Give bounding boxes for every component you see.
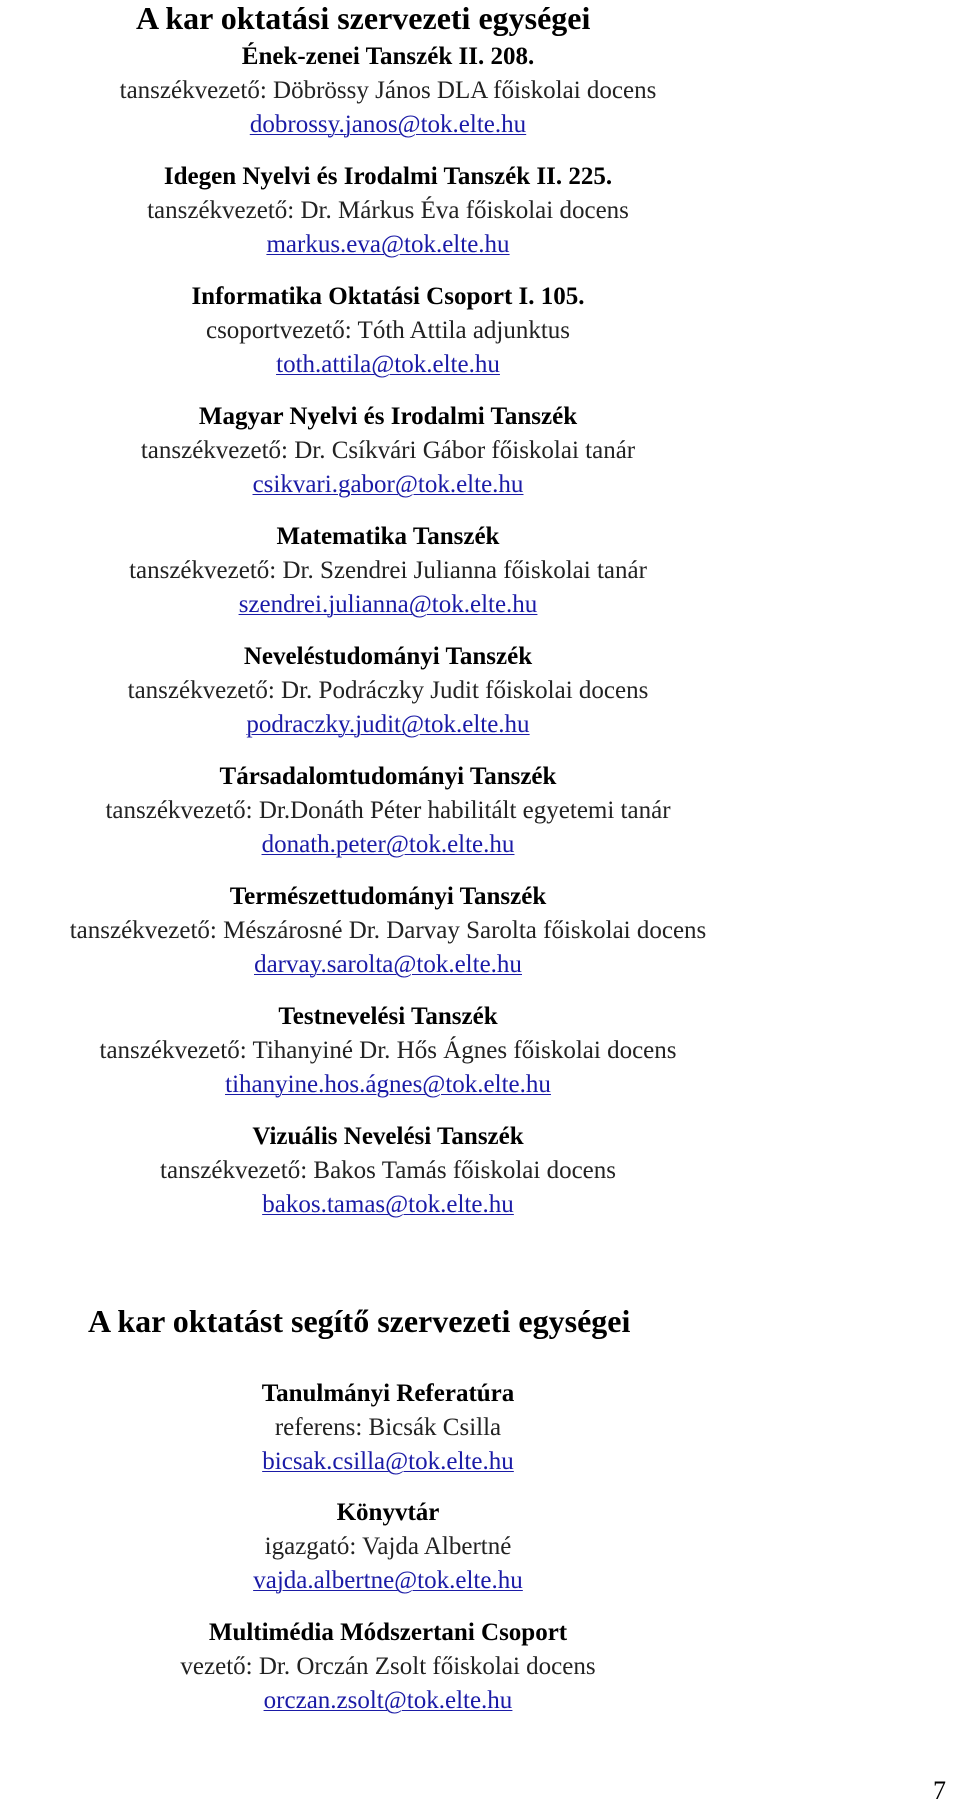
unit-email-link[interactable]: csikvari.gabor@tok.elte.hu [252, 471, 524, 498]
unit-block [0, 640, 776, 742]
unit-block [0, 400, 776, 502]
unit-block [0, 1496, 776, 1598]
unit-name: Matematika Tanszék [276, 523, 500, 550]
unit-head: tanszékvezető: Dr. Podráczky Judit főiskolai docens [127, 677, 649, 704]
unit-head: tanszékvezető: Döbrössy János DLA főiskolai docens [119, 77, 657, 104]
unit-block [0, 160, 776, 262]
unit-block [0, 520, 776, 622]
unit-name: Neveléstudományi Tanszék [243, 643, 533, 670]
unit-head: tanszékvezető: Dr. Márkus Éva főiskolai docens [147, 197, 629, 224]
unit-name: Multimédia Módszertani Csoport [208, 1619, 568, 1646]
unit-email-link[interactable]: podraczky.judit@tok.elte.hu [246, 711, 530, 738]
unit-block [0, 280, 776, 382]
unit-head: tanszékvezető: Dr.Donáth Péter habilitált egyetemi tanár [105, 797, 671, 824]
unit-name: Tanulmányi Referatúra [261, 1380, 515, 1407]
unit-email-link[interactable]: dobrossy.janos@tok.elte.hu [249, 111, 527, 138]
unit-head: tanszékvezető: Mészárosné Dr. Darvay Sarolta főiskolai docens [69, 917, 707, 944]
unit-email-link[interactable]: bicsak.csilla@tok.elte.hu [262, 1448, 514, 1475]
unit-head: tanszékvezető: Bakos Tamás főiskolai docens [160, 1157, 616, 1184]
unit-block [0, 880, 776, 982]
unit-email-link[interactable]: darvay.sarolta@tok.elte.hu [254, 951, 522, 978]
unit-email-link[interactable]: szendrei.julianna@tok.elte.hu [238, 591, 538, 618]
unit-block [0, 1377, 776, 1479]
unit-head: tanszékvezető: Dr. Szendrei Julianna főiskolai tanár [129, 557, 647, 584]
unit-block [0, 40, 776, 142]
unit-head: vezető: Dr. Orczán Zsolt főiskolai docens [180, 1653, 596, 1680]
unit-block [0, 1120, 776, 1222]
unit-email-link[interactable]: toth.attila@tok.elte.hu [276, 351, 500, 378]
unit-head: tanszékvezető: Dr. Csíkvári Gábor főiskolai tanár [140, 437, 636, 464]
unit-email-link[interactable]: markus.eva@tok.elte.hu [266, 231, 510, 258]
unit-head: igazgató: Vajda Albertné [264, 1533, 512, 1560]
unit-name: Természettudományi Tanszék [229, 883, 547, 910]
unit-block [0, 760, 776, 862]
unit-name: Idegen Nyelvi és Irodalmi Tanszék II. 225. [163, 163, 613, 190]
unit-head: tanszékvezető: Tihanyiné Dr. Hős Ágnes főiskolai docens [99, 1037, 677, 1064]
page-number: 7 [933, 1776, 946, 1805]
unit-name: Testnevelési Tanszék [278, 1003, 498, 1030]
unit-name: Vizuális Nevelési Tanszék [252, 1123, 524, 1150]
section-title-teaching-units: A kar oktatási szervezeti egységei [136, 0, 591, 36]
unit-email-link[interactable]: donath.peter@tok.elte.hu [261, 831, 515, 858]
unit-block [0, 1616, 776, 1718]
unit-name: Informatika Oktatási Csoport I. 105. [191, 283, 585, 310]
unit-head: referens: Bicsák Csilla [274, 1414, 502, 1441]
section-title-support-units: A kar oktatást segítő szervezeti egységei [88, 1303, 631, 1339]
unit-name: Ének-zenei Tanszék II. 208. [241, 43, 535, 70]
unit-email-link[interactable]: bakos.tamas@tok.elte.hu [262, 1191, 514, 1218]
unit-email-link[interactable]: vajda.albertne@tok.elte.hu [253, 1567, 523, 1594]
unit-block [0, 1000, 776, 1102]
unit-head: csoportvezető: Tóth Attila adjunktus [205, 317, 571, 344]
unit-email-link[interactable]: tihanyine.hos.ágnes@tok.elte.hu [225, 1071, 551, 1098]
unit-name: Könyvtár [336, 1499, 440, 1526]
unit-email-link[interactable]: orczan.zsolt@tok.elte.hu [263, 1687, 513, 1714]
unit-name: Társadalomtudományi Tanszék [219, 763, 557, 790]
unit-name: Magyar Nyelvi és Irodalmi Tanszék [198, 403, 578, 430]
